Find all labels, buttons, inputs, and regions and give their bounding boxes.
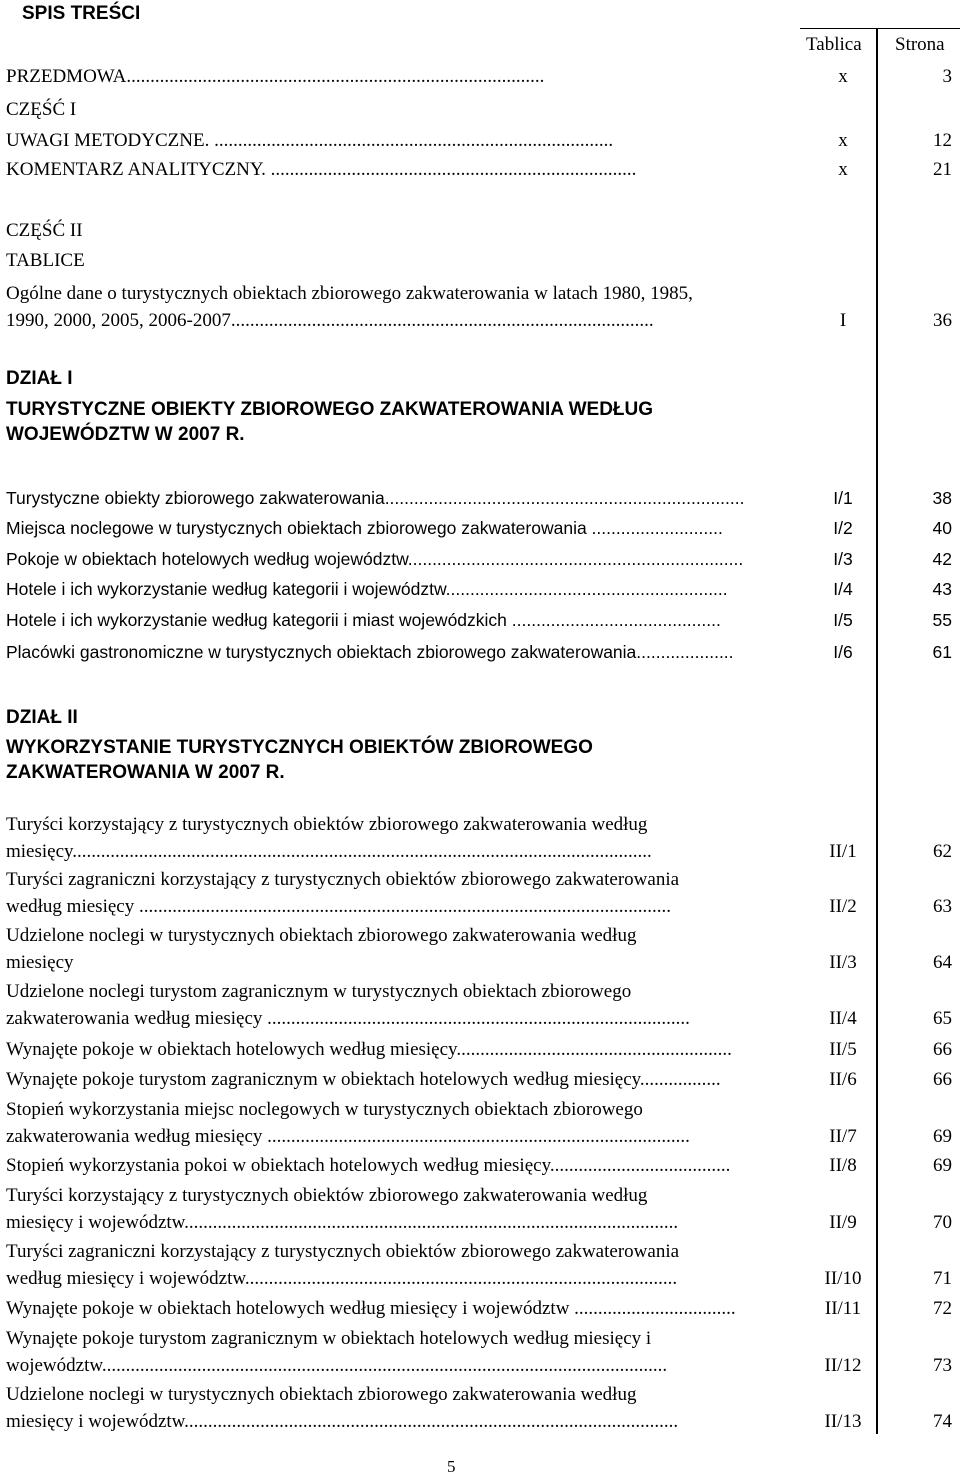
entry-table: II/6 <box>829 1069 857 1090</box>
entry-text: Wynajęte pokoje w obiektach hotelowych według miesięcy i województw .................................. <box>6 1298 736 1319</box>
entry-page: 64 <box>933 952 952 973</box>
entry-table: x <box>838 130 848 151</box>
entry-page: 63 <box>933 896 952 917</box>
entry-table: II/12 <box>824 1355 862 1376</box>
entry-text-line1: Turyści korzystający z turystycznych obiektów zbiorowego zakwaterowania według <box>6 1185 648 1206</box>
entry-page: 12 <box>933 130 952 151</box>
entry-table: II/1 <box>829 841 857 862</box>
entry-table: I/2 <box>833 518 853 538</box>
section1-heading-line2: WOJEWÓDZTW W 2007 R. <box>6 424 245 445</box>
entry-text-line2: zakwaterowania według miesięcy ......................................................................................... <box>6 1008 690 1029</box>
entry-table: II/10 <box>824 1268 862 1289</box>
part2-subtitle: TABLICE <box>6 250 85 271</box>
entry-page: 66 <box>933 1069 952 1090</box>
entry-text-line2: według miesięcy i województw........................................................................................... <box>6 1268 678 1289</box>
entry-table: II/7 <box>829 1126 857 1147</box>
entry-text-line1: Turyści zagraniczni korzystający z turystycznych obiektów zbiorowego zakwaterowania <box>6 869 680 890</box>
entry-page: 70 <box>933 1212 952 1233</box>
entry-page: 42 <box>932 549 952 569</box>
part1-label: CZĘŚĆ I <box>6 99 77 120</box>
entry-page: 21 <box>933 159 952 180</box>
entry-text: Hotele i ich wykorzystanie według kategorii i województw.......................................................... <box>6 579 728 599</box>
entry-text: UWAGI METODYCZNE. .................................................................................... <box>6 130 614 151</box>
entry-table: I/6 <box>833 642 853 662</box>
column-header-page: Strona <box>895 34 945 55</box>
entry-text-line2: miesięcy i województw........................................................................................................ <box>6 1411 679 1432</box>
entry-text-line1: Ogólne dane o turystycznych obiektach zbiorowego zakwaterowania w latach 1980, 1985, <box>6 283 693 304</box>
entry-text-line2: miesięcy i województw........................................................................................................ <box>6 1212 679 1233</box>
entry-page: 69 <box>933 1155 952 1176</box>
entry-page: 65 <box>933 1008 952 1029</box>
entry-page: 38 <box>932 488 952 508</box>
entry-table: x <box>838 66 848 87</box>
entry-text-line2: miesięcy.......................................................................................................................... <box>6 841 652 862</box>
entry-text: Miejsca noclegowe w turystycznych obiektach zbiorowego zakwaterowania ........................... <box>6 518 723 538</box>
entry-page: 72 <box>933 1298 952 1319</box>
section1-heading-line1: TURYSTYCZNE OBIEKTY ZBIOROWEGO ZAKWATEROWANIA WEDŁUG <box>6 399 654 420</box>
entry-text-line1: Turyści korzystający z turystycznych obiektów zbiorowego zakwaterowania według <box>6 814 648 835</box>
entry-text-line2: miesięcy <box>6 952 74 973</box>
entry-text: Placówki gastronomiczne w turystycznych obiektach zbiorowego zakwaterowania.................... <box>6 642 734 662</box>
entry-text-line1: Wynajęte pokoje turystom zagranicznym w obiektach hotelowych według miesięcy i <box>6 1328 652 1349</box>
entry-text: PRZEDMOWA........................................................................................ <box>6 66 545 87</box>
entry-table: II/4 <box>829 1008 857 1029</box>
entry-page: 62 <box>933 841 952 862</box>
entry-table: II/5 <box>829 1039 857 1060</box>
part2-label: CZĘŚĆ II <box>6 220 83 241</box>
entry-table: x <box>838 159 848 180</box>
page-number: 5 <box>447 1457 456 1476</box>
entry-page: 69 <box>933 1126 952 1147</box>
entry-text-line1: Udzielone noclegi w turystycznych obiektach zbiorowego zakwaterowania według <box>6 925 637 946</box>
entry-text-line1: Udzielone noclegi w turystycznych obiektach zbiorowego zakwaterowania według <box>6 1384 637 1405</box>
section2-label: DZIAŁ II <box>6 707 78 728</box>
entry-text-line1: Udzielone noclegi turystom zagranicznym w turystycznych obiektach zbiorowego <box>6 981 632 1002</box>
entry-text: Wynajęte pokoje turystom zagranicznym w obiektach hotelowych według miesięcy................. <box>6 1069 721 1090</box>
entry-page: 66 <box>933 1039 952 1060</box>
entry-text: Turystyczne obiekty zbiorowego zakwaterowania.......................................................................... <box>6 488 745 508</box>
entry-page: 71 <box>933 1268 952 1289</box>
entry-table: I/1 <box>833 488 853 508</box>
entry-text-line2: 1990, 2000, 2005, 2006-2007......................................................................................... <box>6 310 654 331</box>
entry-table: II/3 <box>829 952 857 973</box>
entry-text: Hotele i ich wykorzystanie według kategorii i miast wojewódzkich ........................................... <box>6 610 721 630</box>
section2-heading-line2: ZAKWATEROWANIA W 2007 R. <box>6 762 285 783</box>
page-title: SPIS TREŚCI <box>22 3 141 24</box>
entry-table: II/13 <box>824 1411 862 1432</box>
entry-table: II/11 <box>824 1298 862 1319</box>
entry-text: KOMENTARZ ANALITYCZNY. ............................................................................. <box>6 159 637 180</box>
entry-text-line1: Turyści zagraniczni korzystający z turystycznych obiektów zbiorowego zakwaterowania <box>6 1241 680 1262</box>
header-rule <box>800 28 960 29</box>
entry-text-line2: województw....................................................................................................................... <box>6 1355 668 1376</box>
entry-page: 73 <box>933 1355 952 1376</box>
entry-text: Pokoje w obiektach hotelowych według województw..................................................................... <box>6 549 744 569</box>
entry-table: II/9 <box>829 1212 857 1233</box>
entry-text-line1: Stopień wykorzystania miejsc noclegowych w turystycznych obiektach zbiorowego <box>6 1099 643 1120</box>
section2-heading-line1: WYKORZYSTANIE TURYSTYCZNYCH OBIEKTÓW ZBIOROWEGO <box>6 737 593 758</box>
entry-page: 3 <box>942 66 952 87</box>
entry-text-line2: według miesięcy ................................................................................................................ <box>6 896 671 917</box>
entry-page: 61 <box>932 642 952 662</box>
entry-table: I <box>839 310 847 331</box>
entry-table: I/4 <box>833 579 853 599</box>
entry-table: II/8 <box>829 1155 857 1176</box>
entry-table: I/3 <box>833 549 853 569</box>
entry-text-line2: zakwaterowania według miesięcy ......................................................................................... <box>6 1126 690 1147</box>
entry-page: 36 <box>933 310 952 331</box>
entry-page: 43 <box>932 579 952 599</box>
section1-label: DZIAŁ I <box>6 368 73 389</box>
entry-table: II/2 <box>829 896 857 917</box>
entry-text: Wynajęte pokoje w obiektach hotelowych według miesięcy.......................................................... <box>6 1039 732 1060</box>
entry-page: 74 <box>933 1411 952 1432</box>
column-header-table: Tablica <box>806 34 862 55</box>
entry-page: 40 <box>932 518 952 538</box>
entry-page: 55 <box>932 610 952 630</box>
entry-text: Stopień wykorzystania pokoi w obiektach hotelowych według miesięcy...................................... <box>6 1155 731 1176</box>
entry-table: I/5 <box>833 610 853 630</box>
